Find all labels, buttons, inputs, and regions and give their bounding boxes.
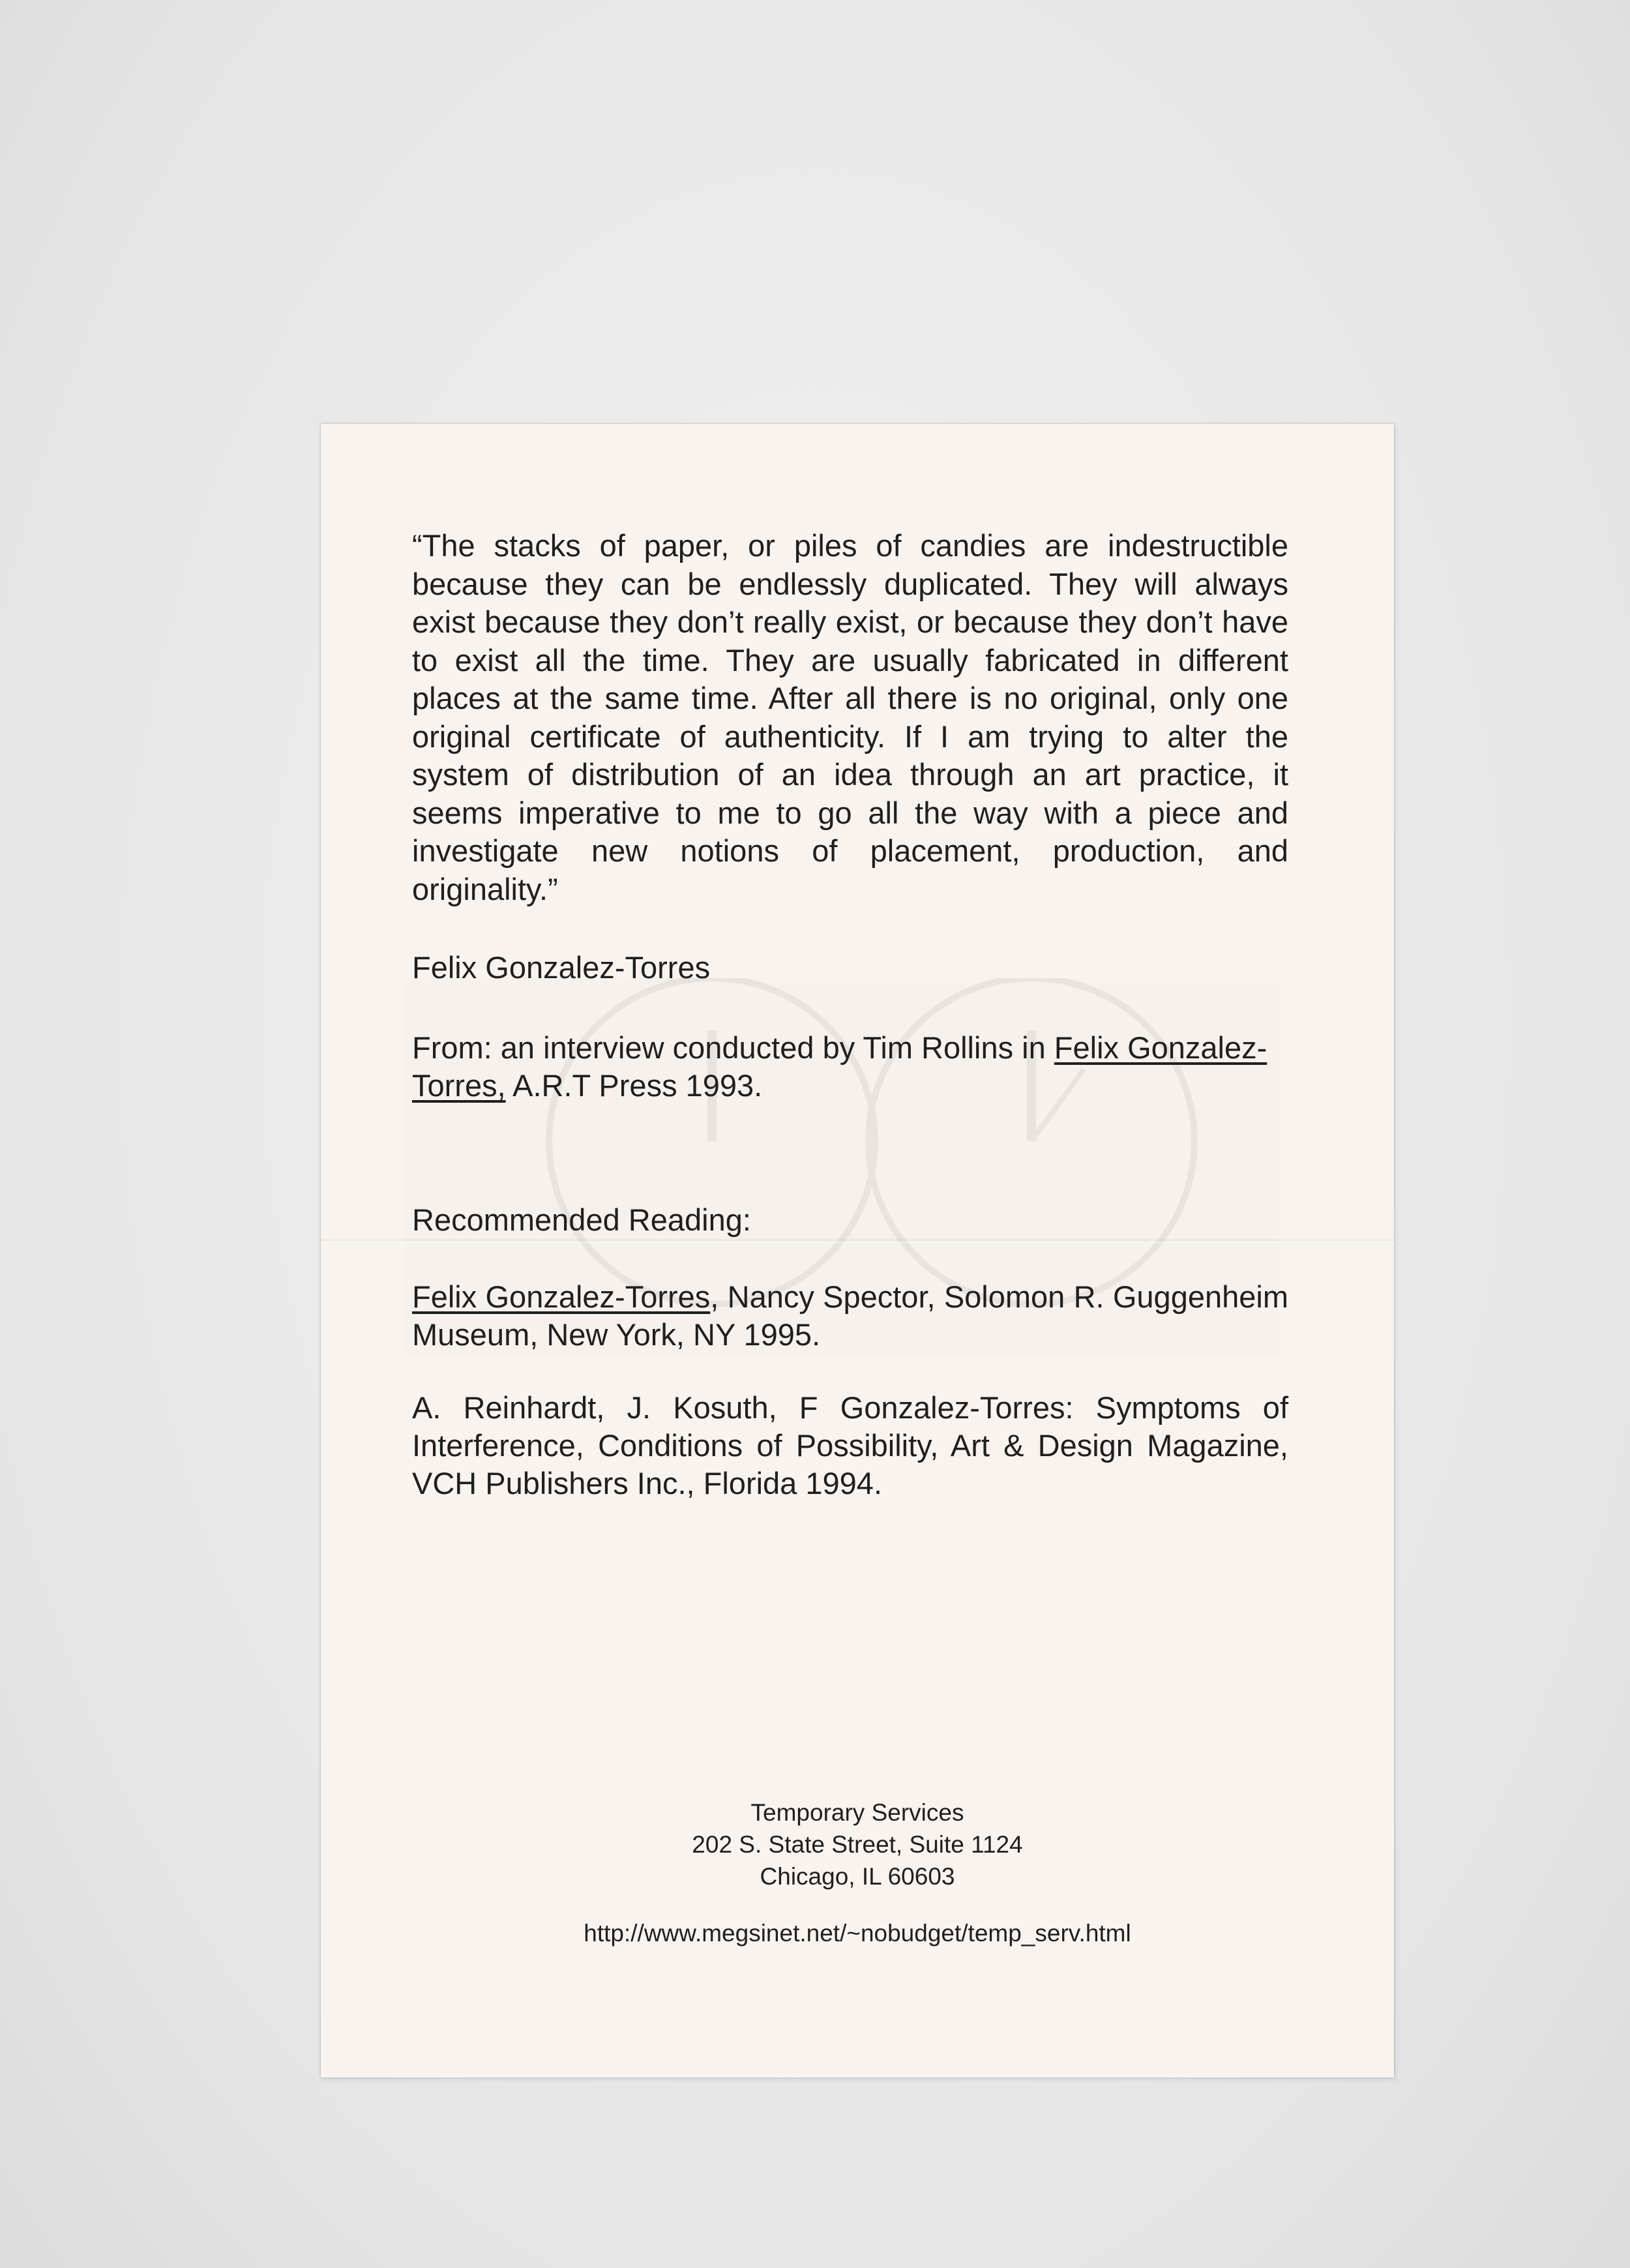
flyer-page	[321, 424, 1394, 2078]
footer-address-block	[321, 1797, 1394, 1949]
source-suffix: A.R.T Press 1993.	[505, 1068, 763, 1103]
footer-organization: Temporary Services	[750, 1799, 964, 1826]
footer-city: Chicago, IL 60603	[760, 1863, 955, 1890]
reading-item-details: , Nancy Spector, Solomon R. Guggenheim Museum, New York, NY 1995.	[412, 1279, 1288, 1352]
source-prefix: From: an interview conducted by Tim Rollins in	[412, 1030, 1054, 1065]
quote-paragraph: “The stacks of paper, or piles of candies are indestructible because they can be endlessly duplicated. They will always exist because they don’t really exist, or because they don’t have to exist all the time. They are usually fabricated in different places at the same time. After all there is no original, only one original certificate of authenticity. If I am trying to alter the system of distribution of an idea through an art practice, it seems imperative to me to go all the way with a piece and investigate new notions of placement, production, and originality.”	[412, 528, 1288, 906]
footer-url: http://www.megsinet.net/~nobudget/temp_serv.html	[584, 1920, 1131, 1947]
reading-item-title: Felix Gonzalez-Torres	[412, 1279, 711, 1314]
reading-item: A. Reinhardt, J. Kosuth, F Gonzalez-Torres: Symptoms of Interference, Conditions of Possibility, Art & Design Magazine, VCH Publishers Inc., Florida 1994.	[412, 1390, 1288, 1500]
footer-street: 202 S. State Street, Suite 1124	[692, 1831, 1023, 1858]
recommended-reading-heading: Recommended Reading:	[412, 1202, 751, 1237]
source-book-title: Felix Gonzalez-Torres,	[412, 1030, 1267, 1103]
quote-author: Felix Gonzalez-Torres	[412, 950, 711, 985]
reading-item	[412, 1278, 1288, 1354]
quote-source	[412, 1029, 1288, 1105]
